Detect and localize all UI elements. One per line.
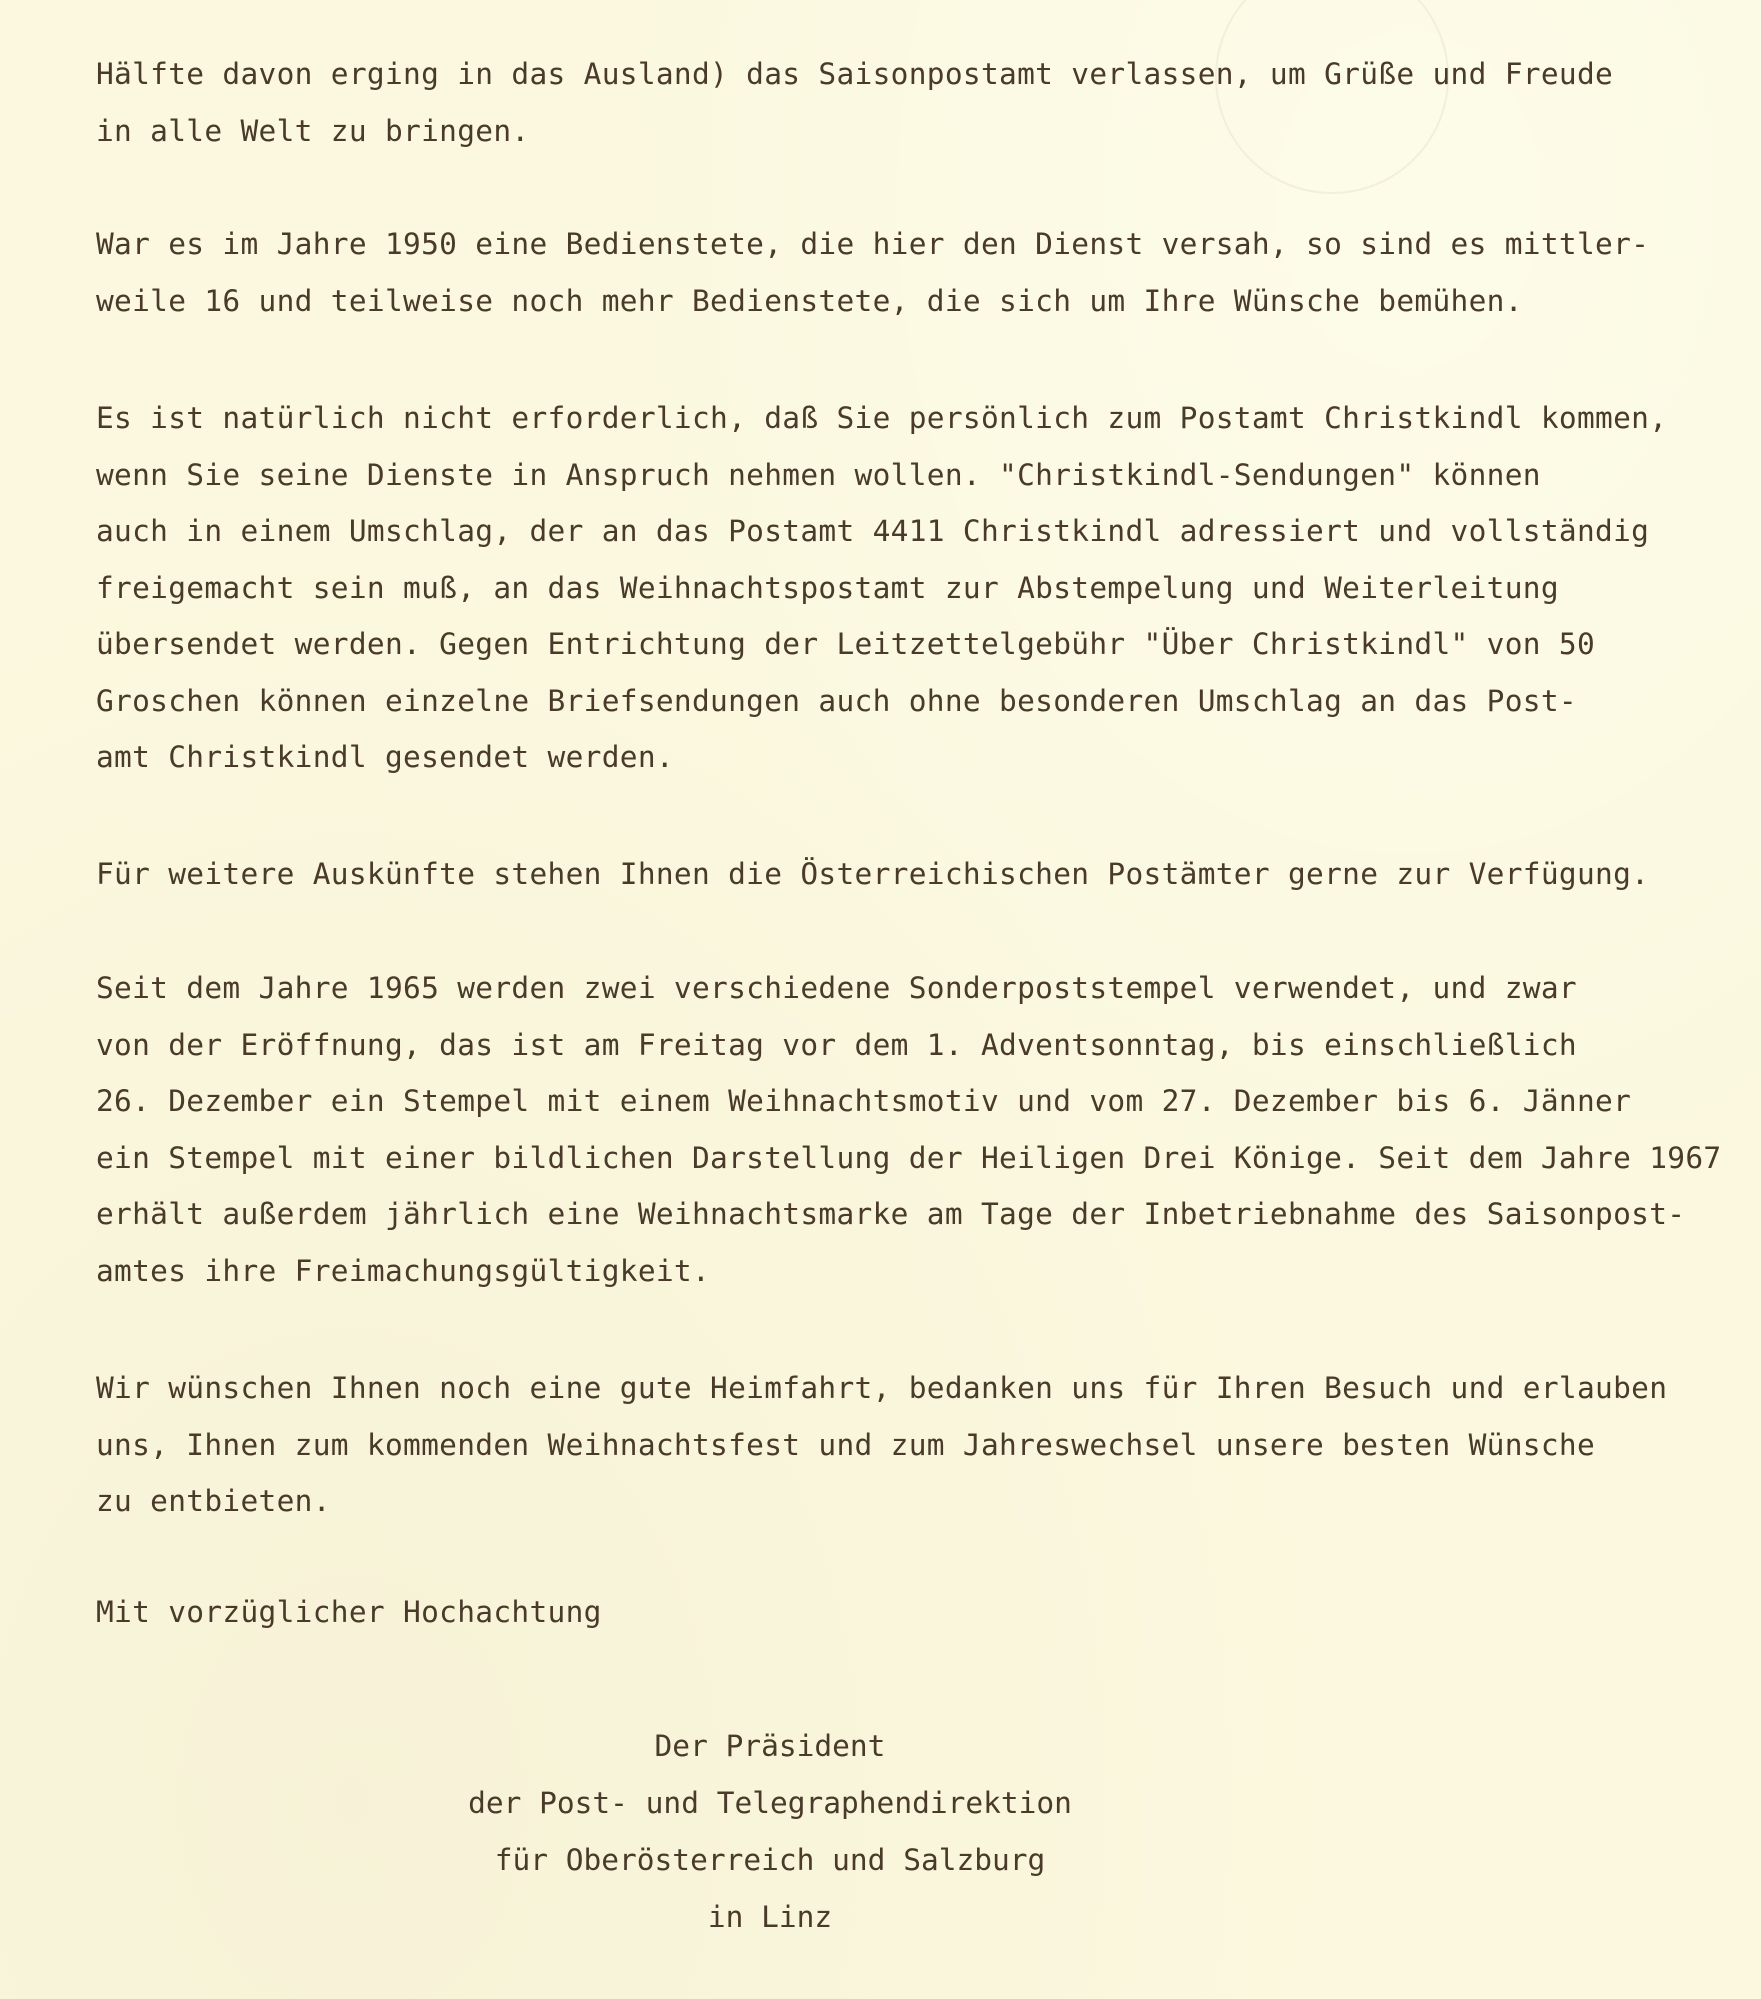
- text-line: amtes ihre Freimachungsgültigkeit.: [96, 1253, 711, 1288]
- paragraph-5: [96, 960, 1722, 1299]
- text-line: Es ist natürlich nicht erforderlich, daß Sie persönlich zum Postamt Christkindl kommen,: [96, 401, 1668, 435]
- text-line: zu entbieten.: [96, 1484, 331, 1518]
- signature-block: [0, 1718, 1540, 1946]
- signature-line: in Linz: [707, 1900, 833, 1934]
- text-line: Für weitere Auskünfte stehen Ihnen die Österreichischen Postämter gerne zur Verfügung.: [96, 857, 1650, 891]
- text-line: freigemacht sein muß, an das Weihnachtspostamt zur Abstempelung und Weiterleitung: [96, 570, 1559, 605]
- text-line: Wir wünschen Ihnen noch eine gute Heimfahrt, bedanken uns für Ihren Besuch und erlauben: [96, 1371, 1668, 1405]
- text-line: 26. Dezember ein Stempel mit einem Weihnachtsmotiv und vom 27. Dezember bis 6. Jänner: [96, 1084, 1632, 1118]
- closing-text: Mit vorzüglicher Hochachtung: [96, 1595, 602, 1629]
- signature-line: Der Präsident: [654, 1729, 886, 1763]
- text-line: Groschen können einzelne Briefsendungen auch ohne besonderen Umschlag an das Post-: [96, 683, 1577, 718]
- closing-line: [96, 1584, 1696, 1641]
- text-line: uns, Ihnen zum kommenden Weihnachtsfest und zum Jahreswechsel unsere besten Wünsche: [96, 1427, 1596, 1462]
- text-line: von der Eröffnung, das ist am Freitag vor dem 1. Adventsonntag, bis einschließlich: [96, 1027, 1577, 1062]
- paragraph-6: [96, 1360, 1696, 1530]
- text-line: War es im Jahre 1950 eine Bedienstete, die hier den Dienst versah, so sind es mittler-: [96, 227, 1650, 261]
- paragraph-4: [96, 846, 1696, 903]
- text-line: auch in einem Umschlag, der an das Postamt 4411 Christkindl adressiert und vollständig: [96, 514, 1650, 548]
- text-line: wenn Sie seine Dienste in Anspruch nehmen wollen. "Christkindl-Sendungen" können: [96, 457, 1541, 492]
- signature-line: für Oberösterreich und Salzburg: [494, 1843, 1046, 1877]
- text-line: amt Christkindl gesendet werden.: [96, 740, 674, 774]
- paragraph-1: [96, 46, 1696, 159]
- paragraph-2: [96, 216, 1696, 329]
- text-line: Seit dem Jahre 1965 werden zwei verschiedene Sonderpoststempel verwendet, und zwar: [96, 971, 1577, 1005]
- text-line: weile 16 und teilweise noch mehr Bedienstete, die sich um Ihre Wünsche bemühen.: [96, 283, 1523, 318]
- text-line: erhält außerdem jährlich eine Weihnachtsmarke am Tage der Inbetriebnahme des Saisonpost-: [96, 1197, 1686, 1231]
- text-line: in alle Welt zu bringen.: [96, 113, 530, 148]
- text-line: übersendet werden. Gegen Entrichtung der Leitzettelgebühr "Über Christkindl" von 50: [96, 627, 1596, 661]
- signature-line: der Post- und Telegraphendirektion: [468, 1786, 1072, 1820]
- text-line: Hälfte davon erging in das Ausland) das Saisonpostamt verlassen, um Grüße und Freude: [96, 57, 1614, 91]
- text-line: ein Stempel mit einer bildlichen Darstellung der Heiligen Drei Könige. Seit dem Jahre 1967: [96, 1140, 1722, 1175]
- paragraph-3: [96, 390, 1696, 786]
